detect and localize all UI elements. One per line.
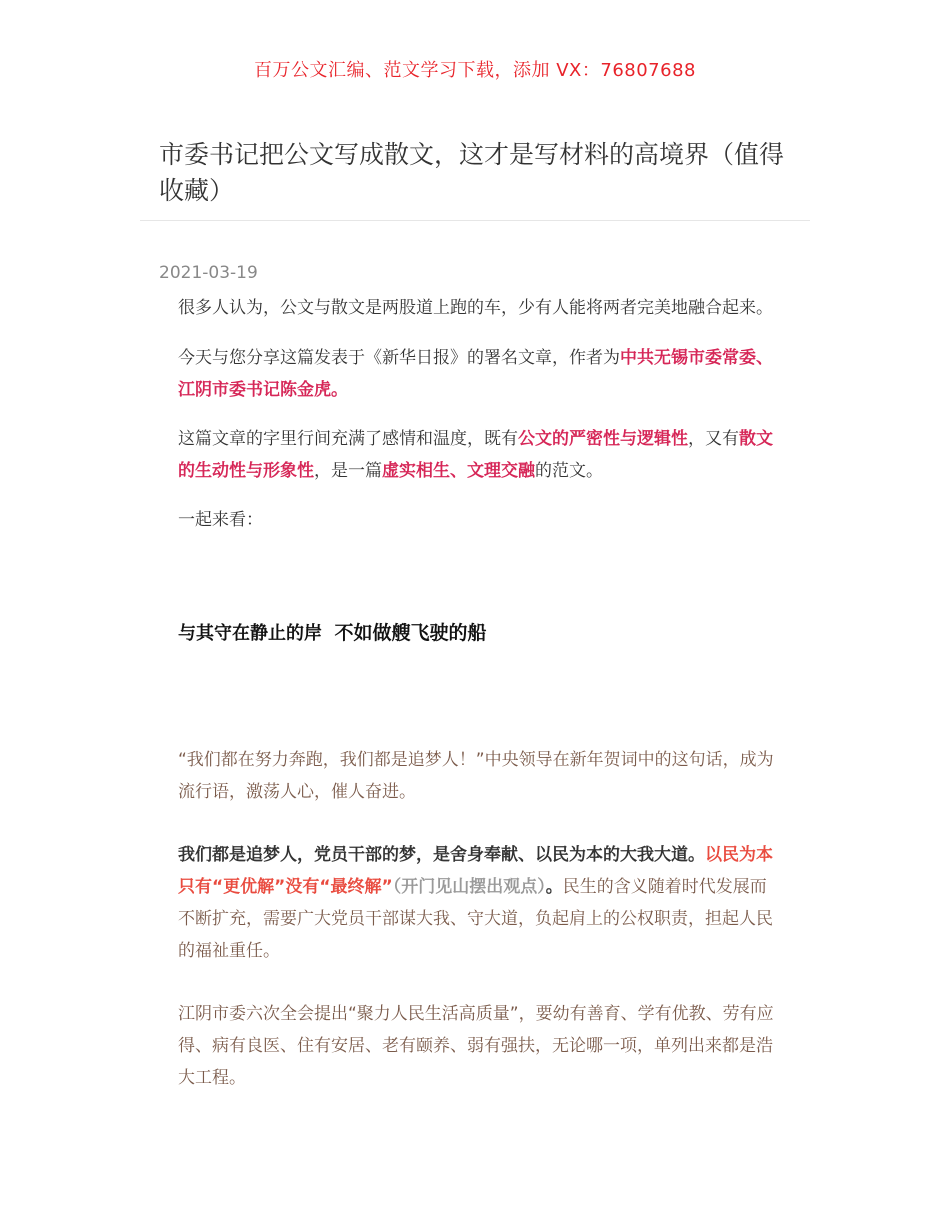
intro-p3-text-a: 这篇文章的字里行间充满了感情和温度，既有 (178, 429, 518, 449)
intro-p2-text: 今天与您分享这篇发表于《新华日报》的署名文章，作者为 (178, 348, 620, 368)
section-heading-a: 与其守在静止的岸 (178, 623, 322, 644)
article-body (178, 292, 778, 1094)
highlight-vividness: 散文的生动性与形象性 (178, 429, 773, 481)
article-title: 市委书记把公文写成散文，这才是写材料的高境界（值得收藏） (159, 140, 785, 205)
section-p2-lead: 我们都是追梦人，党员干部的梦，是舍身奉献、以民为本的大我大道。 (178, 845, 705, 865)
section-p2-annotation: （开门见山摆出观点） (392, 877, 546, 897)
intro-p3-text-c: ，又有 (688, 429, 739, 449)
intro-paragraph-2 (178, 342, 778, 406)
section-heading-b: 不如做艘飞驶的船 (334, 622, 487, 644)
section-p2-key-point: 以民为本只有“更优解”没有“最终解” (178, 845, 773, 897)
section-paragraph-3: 江阴市委六次全会提出“聚力人民生活高质量”，要幼有善育、学有优教、劳有应得、病有良医、住有安居、老有颐养、弱有强扶，无论哪一项，单列出来都是浩大工程。 (178, 1004, 774, 1088)
promo-banner: 百万公文汇编、范文学习下载，添加 VX：76807688 (254, 60, 696, 81)
publish-date: 2021-03-19 (159, 263, 258, 283)
intro-p3-text-g: 的范文。 (535, 461, 603, 481)
title-divider (140, 220, 810, 221)
author-highlight: 中共无锡市委常委、江阴市委书记陈金虎。 (178, 348, 773, 400)
highlight-rigor: 公文的严密性与逻辑性 (518, 429, 688, 449)
intro-paragraph-1: 很多人认为，公文与散文是两股道上跑的车，少有人能将两者完美地融合起来。 (178, 298, 773, 318)
section-p2-period: 。 (545, 877, 563, 897)
section-heading (178, 617, 778, 650)
intro-paragraph-4: 一起来看： (178, 510, 263, 530)
highlight-blend: 虚实相生、文理交融 (382, 461, 535, 481)
section-paragraph-2 (178, 839, 778, 967)
intro-p3-text-e: ，是一篇 (314, 461, 382, 481)
intro-paragraph-3 (178, 423, 778, 487)
section-paragraph-1: “我们都在努力奔跑，我们都是追梦人！”中央领导在新年贺词中的这句话，成为流行语，激荡人心，催人奋进。 (178, 750, 774, 802)
section-p2-text: 民生的含义随着时代发展而不断扩充，需要广大党员干部谋大我、守大道，负起肩上的公权职责，担起人民的福祉重任。 (178, 877, 773, 961)
